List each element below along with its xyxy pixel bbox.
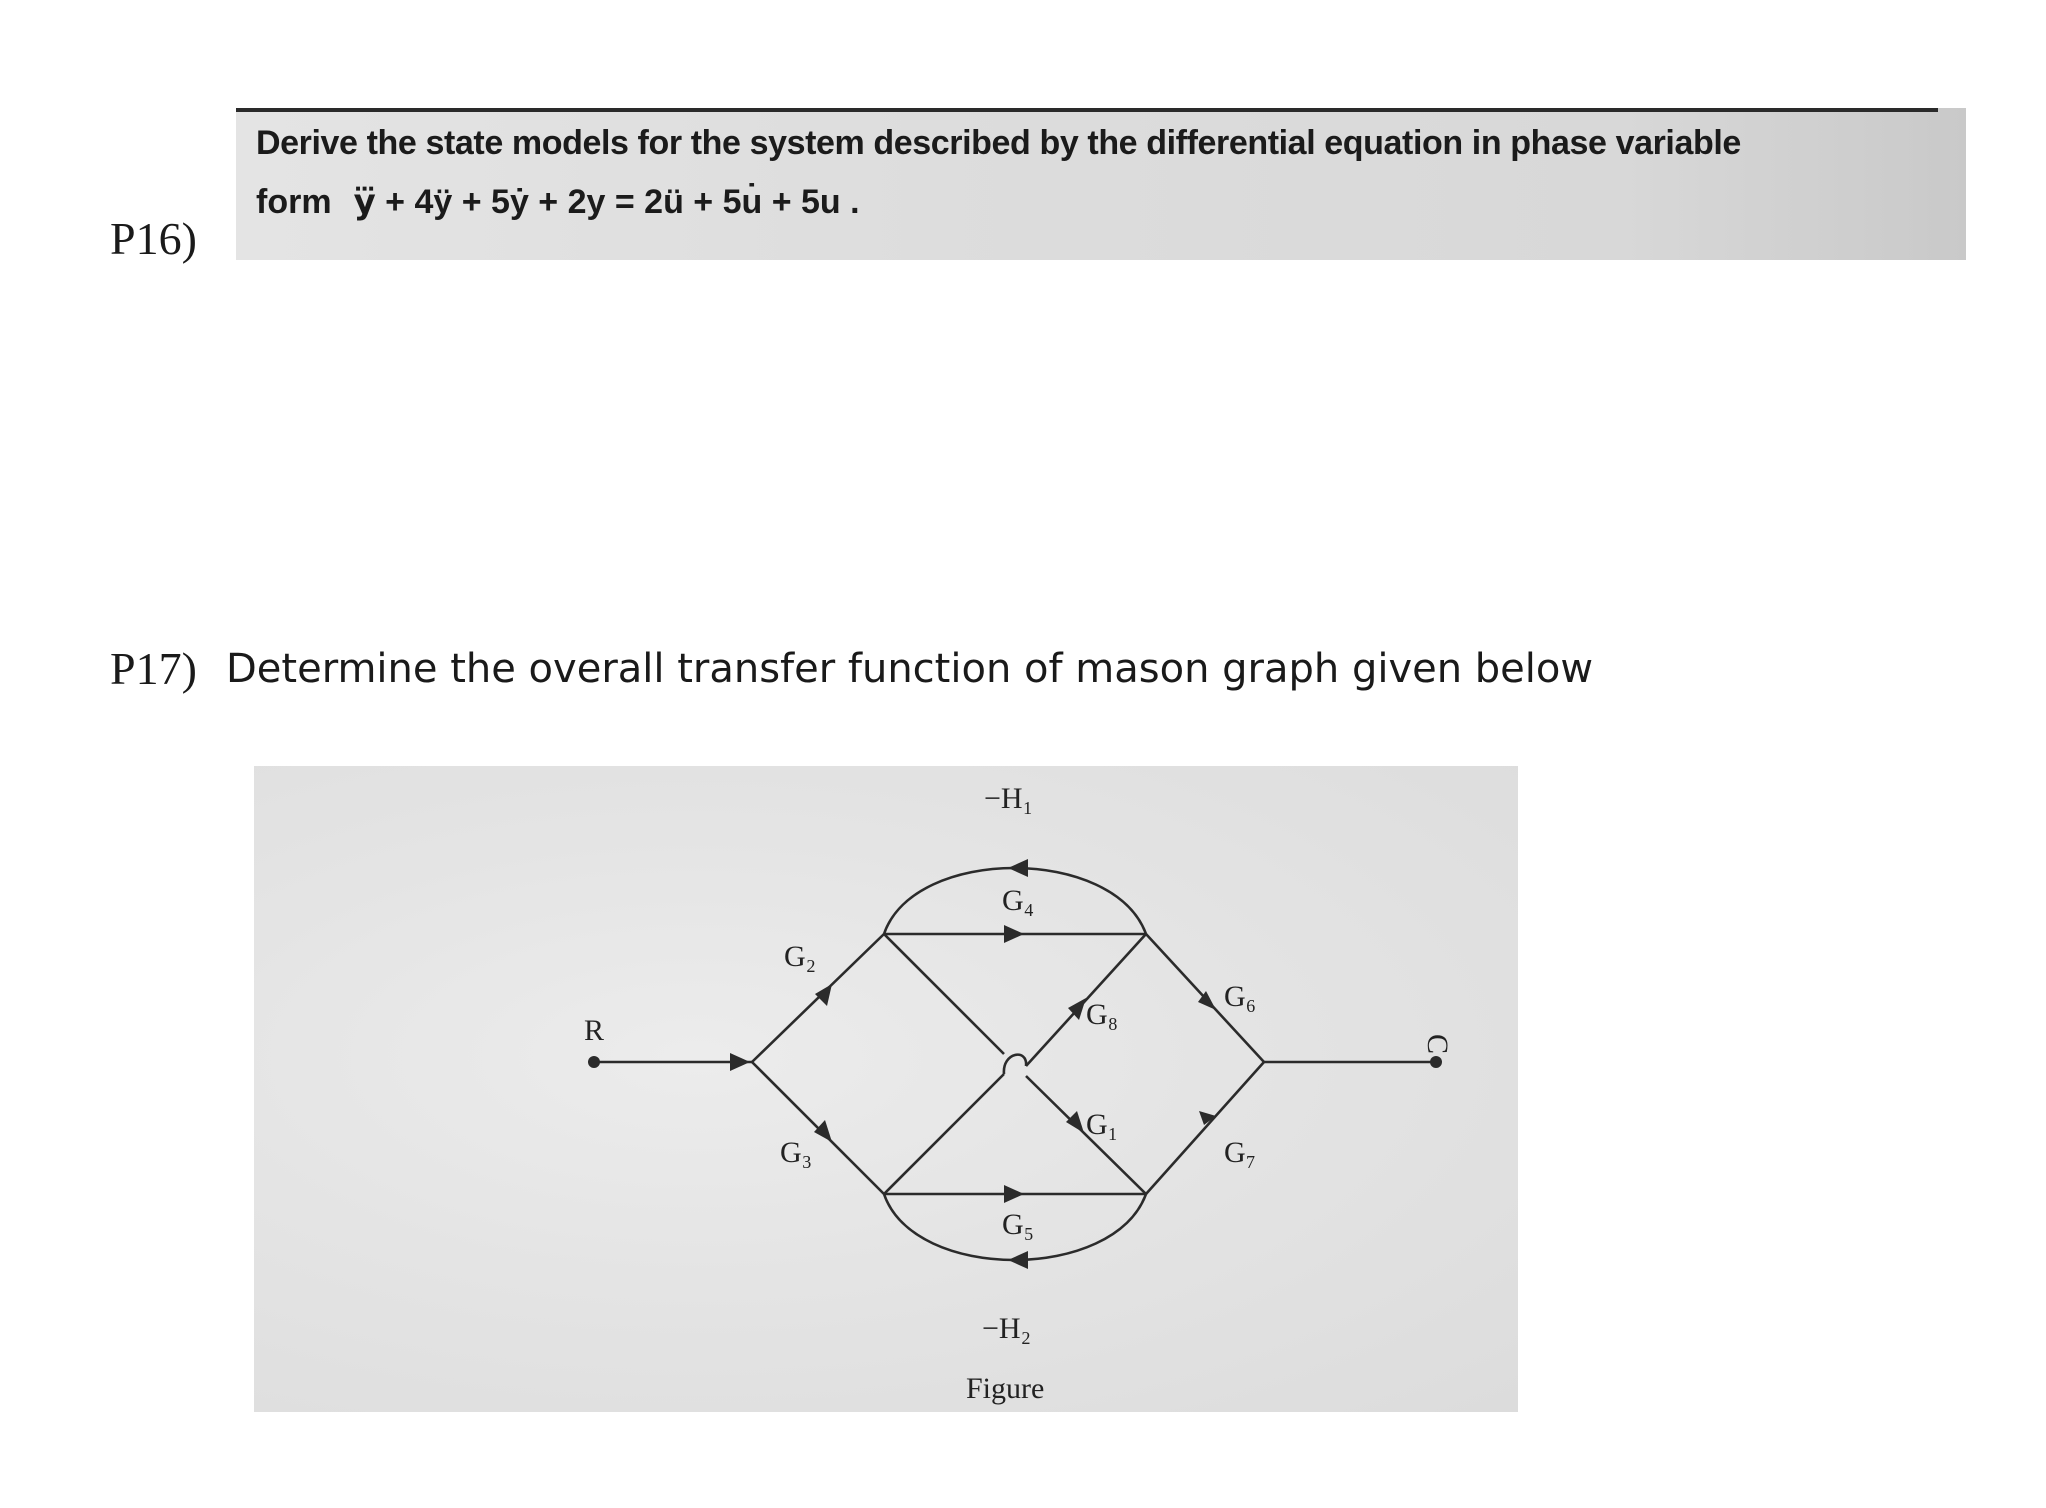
problem-p17-label: P17) bbox=[110, 643, 197, 694]
p17-question-text: Determine the overall transfer function of mason graph given below bbox=[226, 646, 1594, 692]
label-g1: G₁ bbox=[1086, 1108, 1119, 1141]
signal-flow-graph bbox=[254, 766, 1518, 1412]
arrow-h2 bbox=[1008, 1251, 1028, 1269]
edge-g2 bbox=[752, 934, 884, 1062]
node-c bbox=[1430, 1056, 1442, 1068]
arrow-g5 bbox=[1004, 1185, 1024, 1203]
label-g7: G₇ bbox=[1224, 1136, 1257, 1169]
crossover-hop bbox=[1004, 1055, 1026, 1074]
label-g3: G₃ bbox=[780, 1136, 813, 1169]
p16-question-line2 bbox=[256, 182, 860, 222]
edge-g8-part1 bbox=[884, 1074, 1004, 1194]
arrow-g2 bbox=[815, 984, 832, 1006]
label-h1: −H₁ bbox=[984, 782, 1034, 815]
problem-p16-label: P16) bbox=[110, 213, 197, 264]
signal-flow-graph-figure bbox=[254, 766, 1518, 1412]
label-g6: G₆ bbox=[1224, 980, 1257, 1013]
arrow-g4 bbox=[1004, 925, 1024, 943]
label-c: C bbox=[1421, 1034, 1454, 1055]
node-r bbox=[588, 1056, 600, 1068]
label-r: R bbox=[584, 1014, 605, 1047]
arrow-h1 bbox=[1008, 859, 1028, 877]
arrow-g3 bbox=[814, 1120, 832, 1142]
p16-form-word: form bbox=[256, 183, 332, 221]
arrow-g1 bbox=[1066, 1111, 1084, 1133]
edge-g7 bbox=[1146, 1062, 1264, 1194]
edge-g1-part1 bbox=[884, 934, 1004, 1054]
label-g5: G₅ bbox=[1002, 1208, 1035, 1241]
label-g4: G₄ bbox=[1002, 884, 1035, 917]
label-g2: G₂ bbox=[784, 940, 817, 973]
figure-caption: Figure bbox=[966, 1372, 1045, 1405]
label-g8: G₈ bbox=[1086, 998, 1119, 1031]
p16-scanned-question bbox=[236, 108, 1966, 260]
label-h2: −H₂ bbox=[982, 1312, 1032, 1345]
scan-top-rule bbox=[236, 108, 1938, 112]
differential-equation: y⃛ + 4ÿ + 5ẏ + 2y = 2ü + 5u̇ + 5u . bbox=[353, 183, 860, 221]
arrow-input bbox=[730, 1053, 750, 1071]
p16-question-line1: Derive the state models for the system described by the differential equation in phase variable bbox=[256, 124, 1741, 162]
